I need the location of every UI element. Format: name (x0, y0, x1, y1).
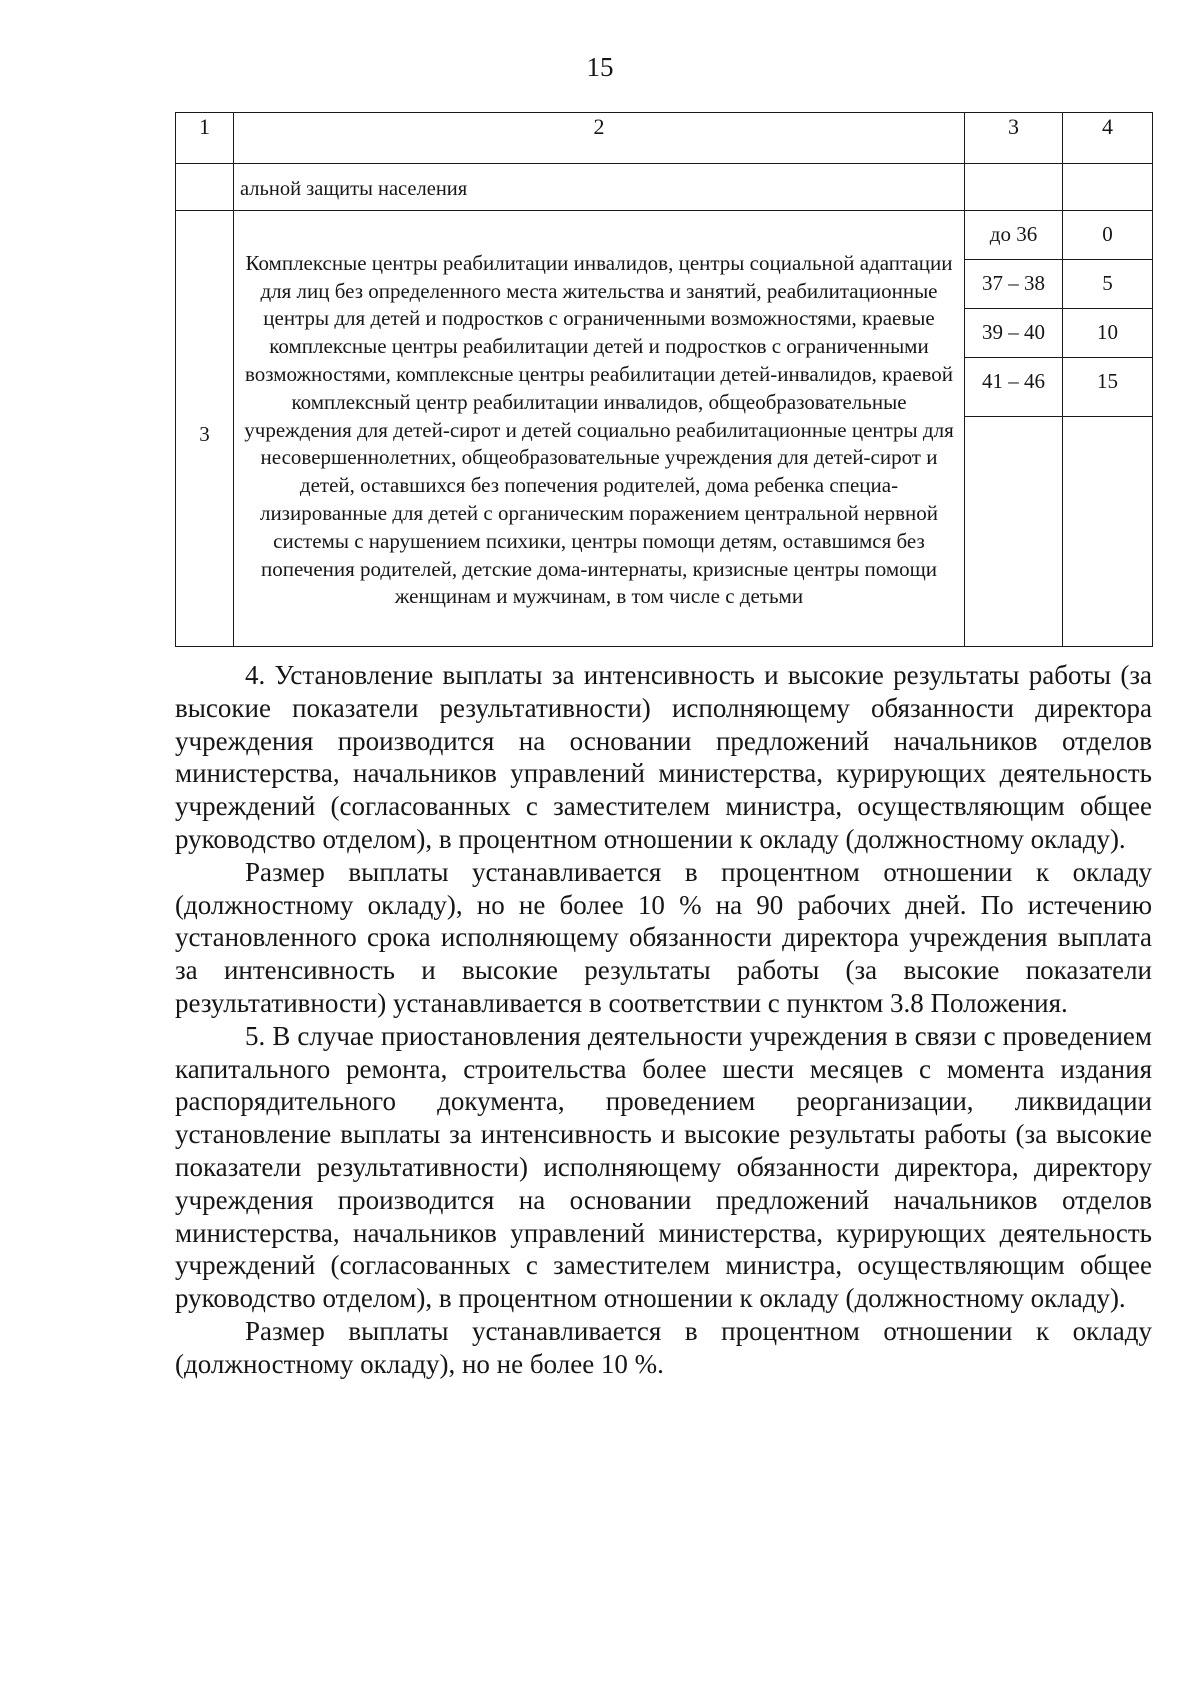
score-range: 39 – 40 (965, 309, 1063, 358)
row-number: 3 (176, 211, 234, 647)
score-range: до 36 (965, 211, 1063, 260)
percent-value: 5 (1063, 260, 1153, 309)
paragraph: Размер выплаты устанавливается в процентном отношении к окладу (должностному окладу), но не более 10 %. (175, 1315, 1152, 1379)
paragraph: 4. Установление выплаты за интенсивность и высокие результаты работы (за высокие показатели результативности) исполняющему обязанности директора учреждения производится на основании предложений начальников отделов министерства, начальников управлений министерства, курирующих деятельность учреждений (согласованных с заместителем министра, осуществляющим общее руководство отделом), в процентном отношении к окладу (должностному окладу). (175, 660, 1152, 854)
continuation-row (176, 164, 1153, 211)
score-range: 37 – 38 (965, 260, 1063, 309)
header-cell-3: 3 (965, 113, 1063, 164)
paragraph: Размер выплаты устанавливается в процентном отношении к окладу (должностному окладу), но не более 10 % на 90 рабочих дней. По истечению установленного срока исполняющему обязанности директора учреждения выплата за интенсивность и высокие результаты работы (за высокие показатели результативности) устанавливается в соответствии с пунктом 3.8 Положения. (175, 856, 1152, 1018)
table-row (176, 211, 1153, 260)
page-number: 15 (586, 52, 614, 82)
header-cell-1: 1 (176, 113, 234, 164)
body-text (175, 659, 1152, 1381)
header-cell-2: 2 (234, 113, 965, 164)
percent-value: 15 (1063, 358, 1153, 417)
continuation-text: альной защиты населения (240, 178, 468, 200)
paragraph: 5. В случае приостановления деятельности учреждения в связи с проведением капитального ремонта, строительства более шести месяцев с момента издания распорядительного документа, проведением реорганизации, ликвидации установление выплаты за интенсивность и высокие результаты работы (за высокие показатели результативности) исполняющему обязанности директора, директору учреждения производится на основании предложений начальников отделов министерства, начальников управлений министерства, курирующих деятельность учреждений (согласованных с заместителем министра, осуществляющим общее руководство отделом), в процентном отношении к окладу (должностному окладу). (175, 1020, 1152, 1314)
header-cell-4: 4 (1063, 113, 1153, 164)
score-range: 41 – 46 (965, 358, 1063, 417)
criteria-table (175, 112, 1153, 647)
percent-value: 0 (1063, 211, 1153, 260)
percent-value: 10 (1063, 309, 1153, 358)
table-header-row (176, 113, 1153, 164)
row-description: Комплексные центры реабилитации инвалидов, центры социальной адаптации для лиц без определенного места жительства и занятий, реабилитационные центры для детей и подростков с ограниченными возможностями, краевые комплексные центры реабилитации детей и подростков с ограниченными возможностями, комплексные центры реабилитации детей-инвалидов, краевой комплексный центр реабилитации инвалидов, общеобразовательные учреждения для детей-сирот и детей социально реабилитационные центры для несовершеннолетних, общеобразовательные учреждения для детей-сирот и детей, оставшихся без попечения родителей, дома ребенка специализированные для детей с органическим поражением центральной нервной системы с нарушением психики, центры помощи детям, оставшимся без попечения родителей, детские дома-интернаты, кризисные центры помощи женщинам и мужчинам, в том числе с детьми (234, 211, 965, 647)
